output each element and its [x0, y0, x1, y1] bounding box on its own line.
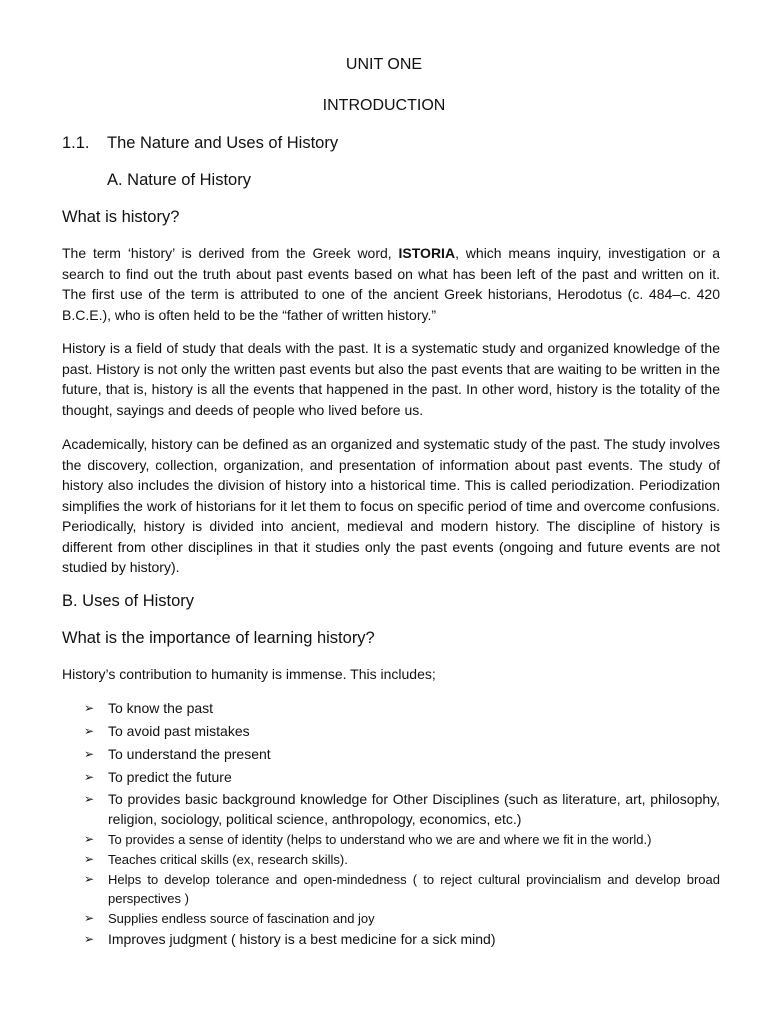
subsection-a-heading: A. Nature of History — [107, 171, 251, 189]
question-what-is-history: What is history? — [62, 208, 180, 226]
chapter-title: INTRODUCTION — [322, 97, 446, 114]
list-item — [84, 721, 720, 741]
arrow-bullet-icon: ➢ — [84, 770, 95, 784]
section-title: The Nature and Uses of History — [107, 134, 339, 152]
bullets-lead-text: History’s contribution to humanity is immense. This includes; — [62, 666, 436, 682]
arrow-bullet-icon: ➢ — [84, 852, 95, 866]
arrow-bullet-icon: ➢ — [84, 872, 95, 886]
arrow-bullet-icon: ➢ — [84, 932, 95, 946]
question-importance: What is the importance of learning history? — [62, 629, 375, 647]
list-item-text: Improves judgment ( history is a best medicine for a sick mind) — [108, 931, 496, 947]
arrow-bullet-icon: ➢ — [84, 724, 95, 738]
section-number: 1.1. — [62, 134, 90, 152]
list-item — [84, 767, 720, 787]
list-item — [84, 744, 720, 764]
list-item-text: To understand the present — [108, 746, 271, 762]
unit-title: UNIT ONE — [345, 56, 423, 73]
arrow-bullet-icon: ➢ — [84, 792, 95, 806]
paragraph-field-of-study: History is a field of study that deals with the past. It is a systematic study and organized knowledge of the past. History is not only the written past events but also the past events that are waiting to be written in the future, that is, history is all the events that happened in the past. In other word, history is the totality of the thought, sayings and deeds of people who lived before us. — [62, 340, 720, 418]
list-item-text: To know the past — [108, 700, 214, 716]
arrow-bullet-icon: ➢ — [84, 701, 95, 715]
list-item — [84, 929, 720, 949]
arrow-bullet-icon: ➢ — [84, 832, 95, 846]
list-item-text: Supplies endless source of fascination and joy — [108, 911, 375, 926]
list-item — [84, 789, 720, 829]
paragraph-text: The term ‘history’ is derived from the Greek word, — [62, 245, 399, 261]
list-item-text: To avoid past mistakes — [108, 723, 250, 739]
uses-list — [84, 698, 720, 949]
istoria-term: ISTORIA — [398, 245, 456, 261]
list-item-text: Helps to develop tolerance and open-mindedness ( to reject cultural provincialism and develop broad perspectives ) — [108, 872, 720, 906]
list-item-text: To provides basic background knowledge for Other Disciplines (such as literature, art, philosophy, religion, sociology, political science, anthropology, economics, etc.) — [108, 791, 720, 827]
list-item — [84, 909, 720, 928]
list-item — [84, 850, 720, 869]
list-item-text: To predict the future — [108, 769, 232, 785]
list-item — [84, 870, 720, 908]
list-item-text: To provides a sense of identity (helps to understand who we are and where we fit in the world.) — [108, 832, 652, 847]
arrow-bullet-icon: ➢ — [84, 911, 95, 925]
arrow-bullet-icon: ➢ — [84, 747, 95, 761]
paragraph-text: , which means inquiry, investigation or a search to find out the truth about past events based on what has been left of the past and written on it. The first use of the term is attributed to one of the ancient Greek historians, Herodotus (c. 484–c. 420 B.C.E.), who is often held to be the “father of written history.” — [62, 245, 720, 323]
list-item-text: Teaches critical skills (ex, research skills). — [108, 852, 348, 867]
paragraph-definition — [62, 243, 720, 325]
subsection-b-heading: B. Uses of History — [62, 592, 195, 610]
list-item — [84, 830, 720, 849]
paragraph-academic-definition: Academically, history can be defined as an organized and systematic study of the past. The study involves the discovery, collection, organization, and presentation of information about past events. The study of history also includes the division of history into a historical time. This is called periodization. Periodization simplifies the work of historians for it let them to focus on specific period of time and overcome confusions. Periodically, history is divided into ancient, medieval and modern history. The discipline of history is different from other disciplines in that it studies only the past events (ongoing and future events are not studied by history). — [62, 436, 720, 575]
list-item — [84, 698, 720, 718]
